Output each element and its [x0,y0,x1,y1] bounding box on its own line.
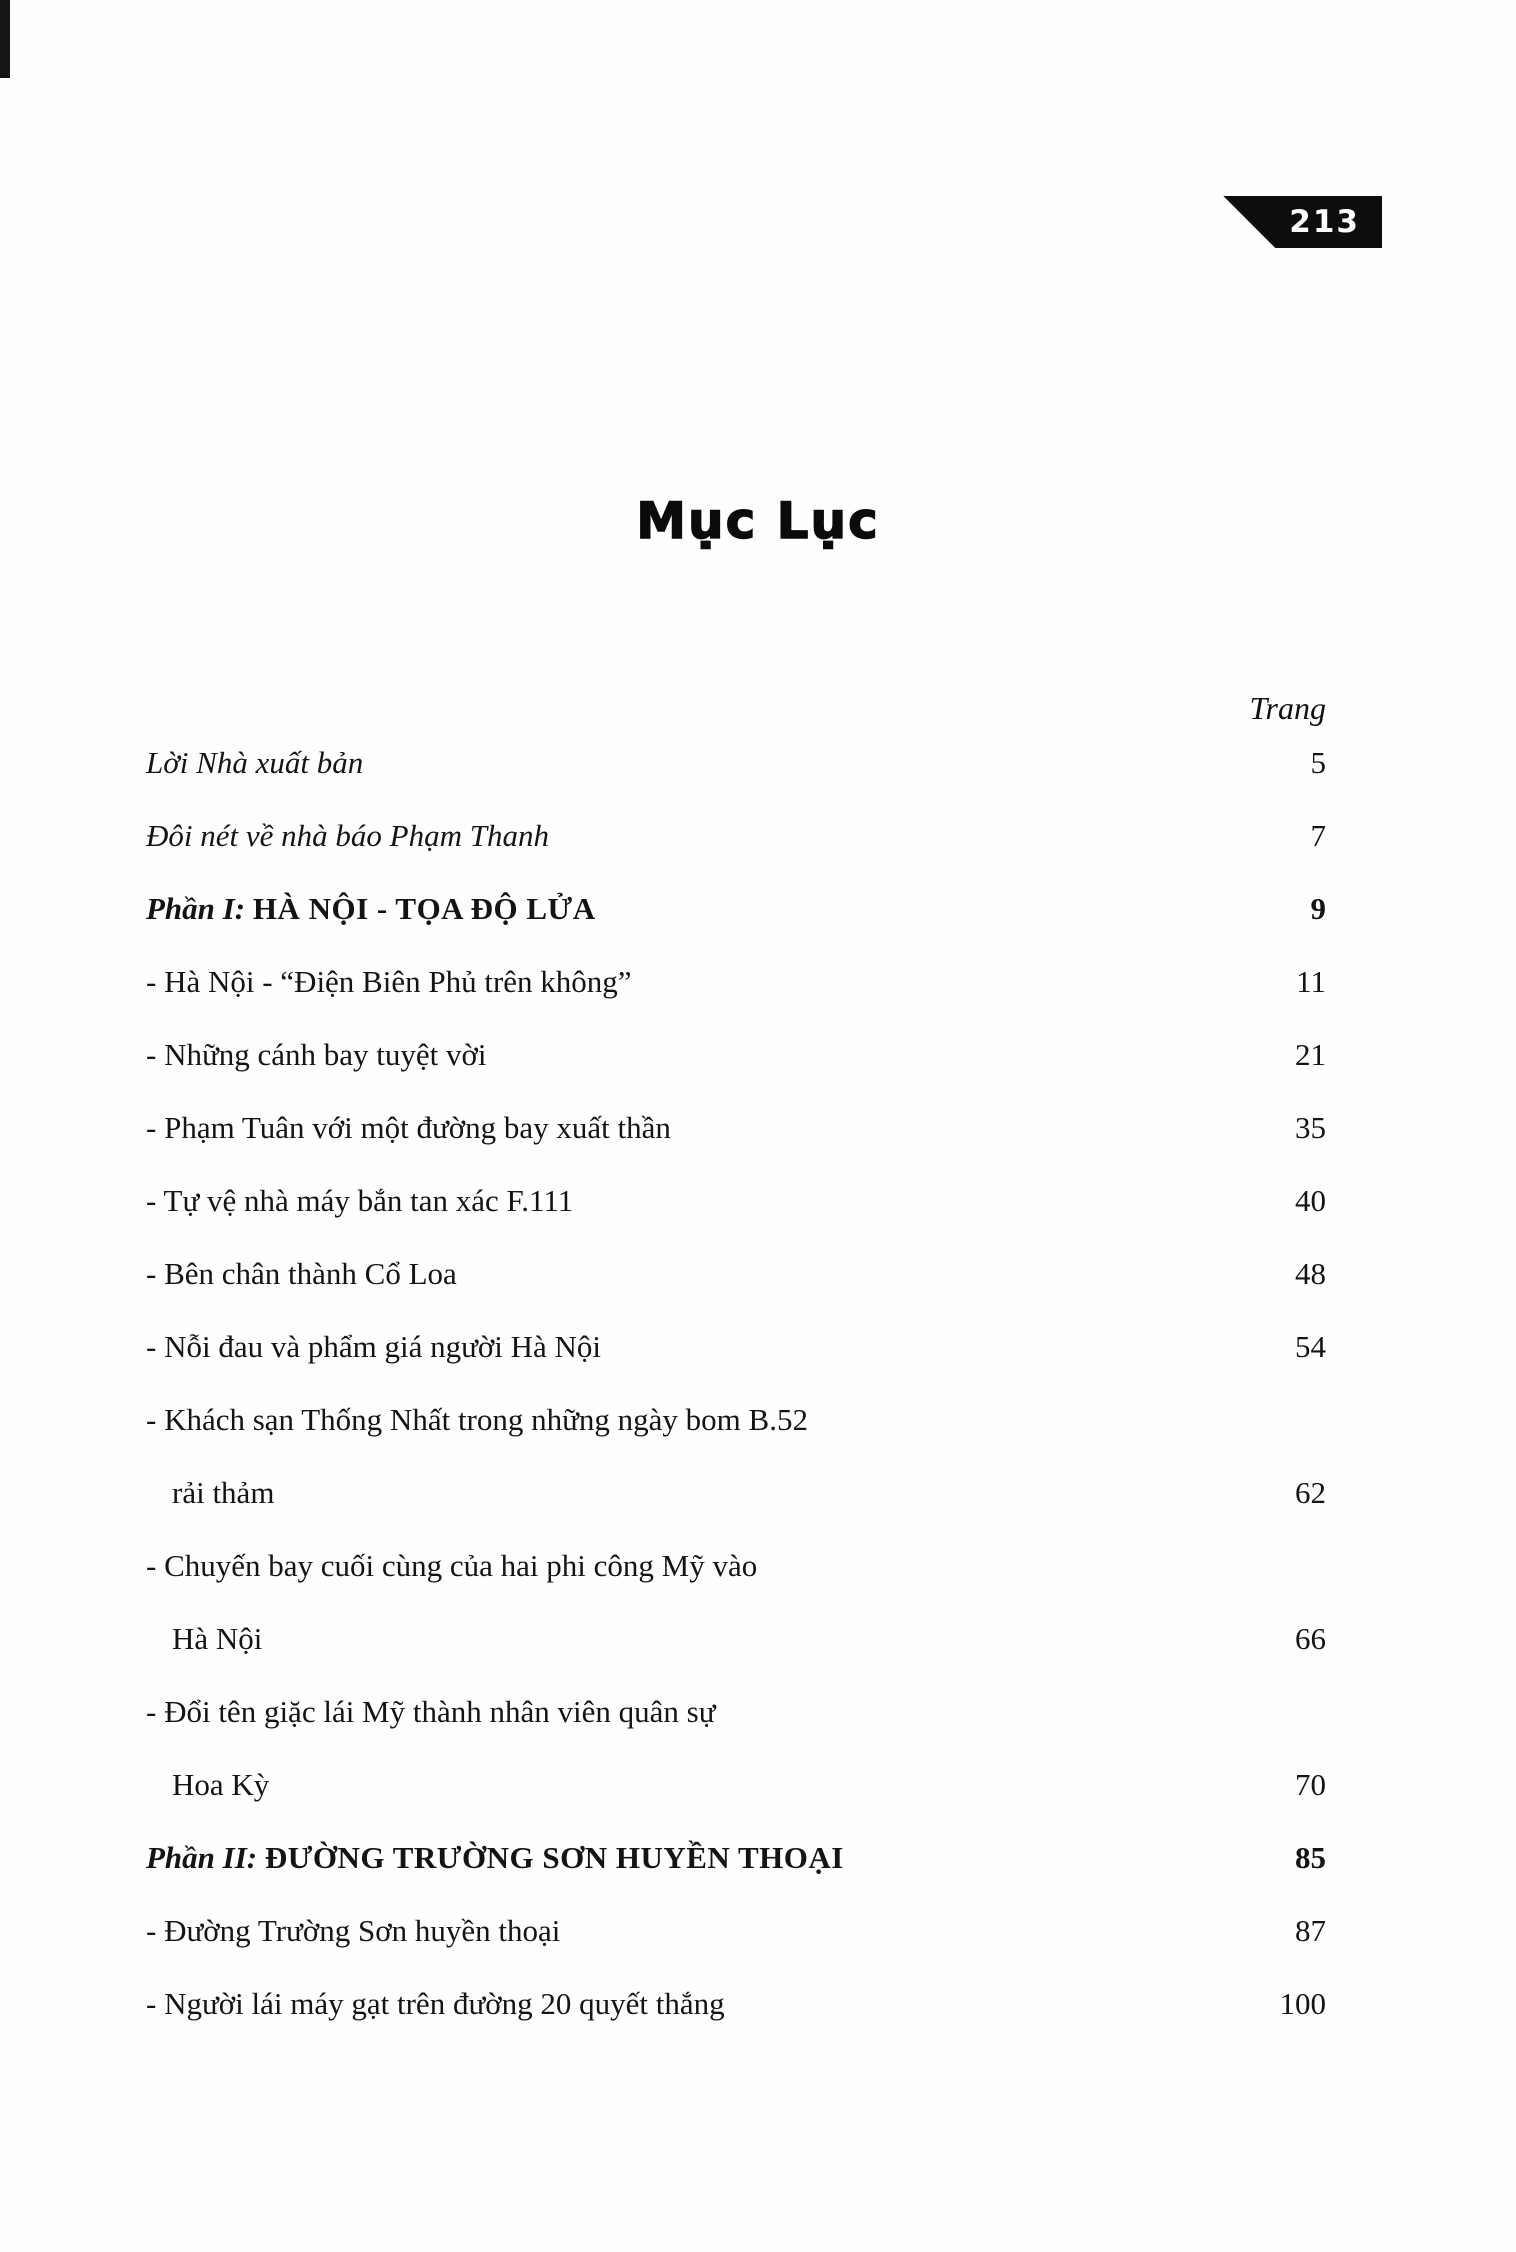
toc-entry-page: 85 [1295,1840,1326,1875]
toc-list [146,745,1326,2059]
toc-entry [146,1402,1326,1475]
toc-entry-text: Hà Nội [172,1621,263,1656]
toc-entry-page: 87 [1295,1913,1326,1948]
toc-entry-page: 48 [1295,1256,1326,1291]
toc-entry-page: 62 [1295,1475,1326,1510]
toc-entry-page: 21 [1295,1037,1326,1072]
toc-entry-text: - Hà Nội - “Điện Biên Phủ trên không” [146,964,632,999]
toc-entry [146,1475,1326,1548]
toc-entry-text: - Đường Trường Sơn huyền thoại [146,1913,561,1948]
toc-entry-text: - Phạm Tuân với một đường bay xuất thần [146,1110,671,1145]
part-prefix: Phần I: [146,891,253,926]
toc-entry [146,1110,1326,1183]
badge-flag-icon [1223,196,1275,248]
toc-entry [146,891,1326,964]
toc-entry-text: - Người lái máy gạt trên đường 20 quyết thắng [146,1986,725,2021]
toc-entry [146,1767,1326,1840]
toc-entry [146,1621,1326,1694]
toc-entry-text: - Nỗi đau và phẩm giá người Hà Nội [146,1329,602,1364]
toc-entry-text: Lời Nhà xuất bản [146,745,364,780]
toc-entry-page: 40 [1295,1183,1326,1218]
part-title: HÀ NỘI - TỌA ĐỘ LỬA [252,891,596,926]
toc-entry [146,745,1326,818]
toc-entry [146,818,1326,891]
toc-entry-text: - Bên chân thành Cổ Loa [146,1256,457,1291]
toc-entry [146,1256,1326,1329]
toc-entry-page: 66 [1295,1621,1326,1656]
table-of-contents [146,690,1326,2059]
toc-entry [146,1913,1326,1986]
toc-entry-text: Hoa Kỳ [172,1767,270,1802]
toc-entry-page: 7 [1310,818,1326,853]
toc-entry [146,1694,1326,1767]
toc-entry-text: rải thảm [172,1475,275,1510]
toc-entry [146,1329,1326,1402]
toc-entry-page: 35 [1295,1110,1326,1145]
toc-entry-text: - Khách sạn Thống Nhất trong những ngày bom B.52 [146,1402,808,1437]
toc-entry-text: - Những cánh bay tuyệt vời [146,1037,487,1072]
toc-entry-text: - Đổi tên giặc lái Mỹ thành nhân viên quân sự [146,1694,716,1729]
toc-entry [146,1183,1326,1256]
page-number-badge [1223,196,1382,248]
toc-entry-page: 100 [1279,1986,1326,2021]
toc-entry-text: Đôi nét về nhà báo Phạm Thanh [146,818,549,853]
scan-artifact [0,0,10,78]
toc-entry [146,1037,1326,1110]
page-column-header: Trang [1249,690,1326,726]
part-prefix: Phần II: [146,1840,265,1875]
toc-entry [146,1840,1326,1913]
toc-entry-page: 9 [1310,891,1326,926]
toc-entry-text [146,1840,1236,1876]
toc-entry-text [146,891,1236,927]
toc-entry [146,1548,1326,1621]
part-title: ĐƯỜNG TRƯỜNG SƠN HUYỀN THOẠI [264,1840,844,1875]
toc-entry-page: 54 [1295,1329,1326,1364]
toc-entry-text: - Chuyến bay cuối cùng của hai phi công Mỹ vào [146,1548,758,1583]
toc-entry-page: 11 [1296,964,1326,999]
toc-entry [146,964,1326,1037]
toc-entry [146,1986,1326,2059]
toc-entry-text: - Tự vệ nhà máy bắn tan xác F.111 [146,1183,574,1218]
toc-entry-page: 70 [1295,1767,1326,1802]
page-number: 213 [1275,196,1382,248]
toc-entry-page: 5 [1310,745,1326,780]
page-title: Mục Lục [636,492,880,550]
